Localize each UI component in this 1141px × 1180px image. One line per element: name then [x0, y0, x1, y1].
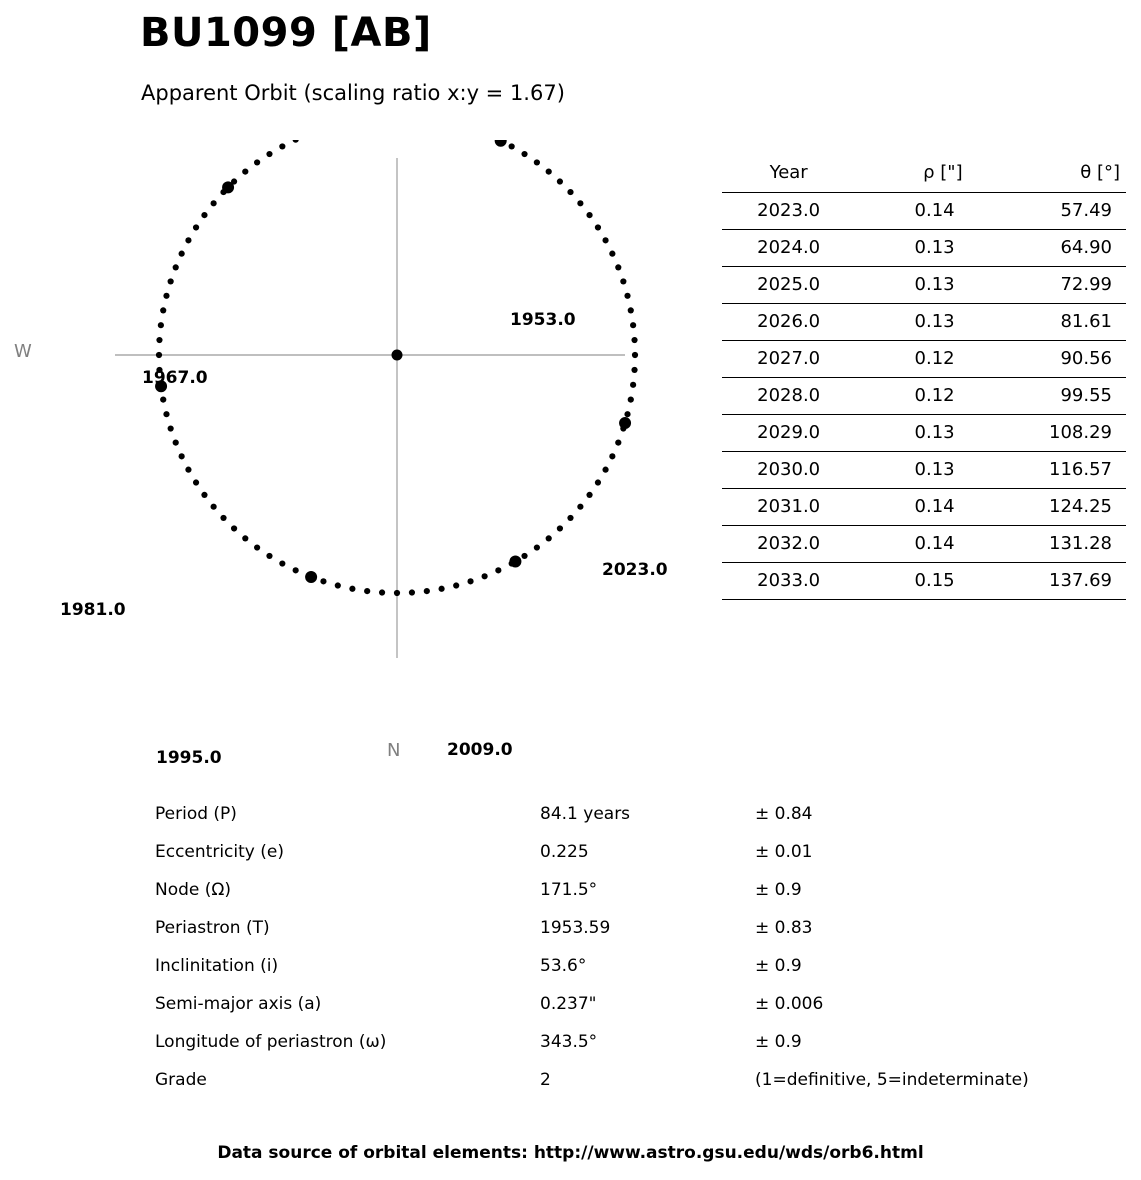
table-cell-year: 2029.0: [722, 415, 855, 452]
orbit-dot: [609, 251, 615, 257]
epoch-marker-2009-0: [509, 555, 521, 567]
element-name: Periastron (T): [155, 918, 270, 938]
table-cell-rho: 0.14: [855, 193, 988, 230]
orbit-dot: [266, 553, 272, 559]
table-cell-rho: 0.12: [855, 341, 988, 378]
orbit-dot: [231, 525, 237, 531]
orbit-dot: [602, 237, 608, 243]
table-cell-theta: 64.90: [989, 230, 1126, 267]
orbit-dot: [509, 143, 515, 149]
table-cell-rho: 0.13: [855, 230, 988, 267]
table-cell-year: 2024.0: [722, 230, 855, 267]
orbit-dot: [349, 586, 355, 592]
orbit-dot: [158, 322, 164, 328]
orbit-dot: [160, 397, 166, 403]
orbit-dot: [173, 440, 179, 446]
orbital-element-row: [155, 871, 1095, 909]
table-row: [722, 341, 1126, 378]
table-cell-theta: 131.28: [989, 526, 1126, 563]
orbit-dot: [335, 582, 341, 588]
epoch-markers: [155, 140, 631, 583]
element-name: Eccentricity (e): [155, 842, 284, 862]
table-cell-rho: 0.13: [855, 267, 988, 304]
table-cell-year: 2031.0: [722, 489, 855, 526]
element-name: Inclinitation (i): [155, 956, 279, 976]
table-cell-rho: 0.13: [855, 452, 988, 489]
element-value: 53.6°: [540, 956, 587, 976]
orbit-dot: [586, 492, 592, 498]
table-row: [722, 415, 1126, 452]
table-cell-theta: 99.55: [989, 378, 1126, 415]
table-cell-rho: 0.14: [855, 489, 988, 526]
table-cell-year: 2025.0: [722, 267, 855, 304]
orbit-dot: [620, 278, 626, 284]
orbital-element-row: [155, 1023, 1095, 1061]
table-row: [722, 378, 1126, 415]
orbit-dot: [630, 382, 636, 388]
table-cell-year: 2032.0: [722, 526, 855, 563]
orbit-dot: [628, 307, 634, 313]
orbit-dot: [586, 212, 592, 218]
table-cell-rho: 0.13: [855, 304, 988, 341]
table-cell-year: 2028.0: [722, 378, 855, 415]
orbit-dot: [630, 322, 636, 328]
table-row: [722, 489, 1126, 526]
element-name: Node (Ω): [155, 880, 232, 900]
table-cell-theta: 81.61: [989, 304, 1126, 341]
orbit-dot: [211, 200, 217, 206]
orbital-element-row: [155, 985, 1095, 1023]
orbit-dot: [394, 590, 400, 596]
orbit-dot: [201, 212, 207, 218]
element-name: Longitude of periastron (ω): [155, 1032, 387, 1052]
epoch-label-1981: 1981.0: [60, 600, 126, 620]
orbit-dot: [534, 544, 540, 550]
element-uncertainty: ± 0.83: [755, 918, 813, 938]
epoch-marker-1953-0: [495, 140, 507, 147]
epoch-label-2009: 2009.0: [447, 740, 513, 760]
orbit-svg: [60, 140, 720, 790]
orbit-dot: [624, 411, 630, 417]
orbital-element-row: [155, 795, 1095, 833]
table-cell-rho: 0.12: [855, 378, 988, 415]
axis-label-north: N: [387, 740, 401, 761]
orbit-dot: [293, 140, 299, 143]
epoch-marker-1967-0: [222, 181, 234, 193]
element-value: 1953.59: [540, 918, 611, 938]
orbit-dot: [364, 588, 370, 594]
orbit-dot: [609, 453, 615, 459]
orbit-dot: [546, 535, 552, 541]
table-row: [722, 452, 1126, 489]
epoch-marker-1995-0: [305, 571, 317, 583]
element-value: 343.5°: [540, 1032, 598, 1052]
table-header-row: [722, 158, 1126, 193]
table-cell-theta: 137.69: [989, 563, 1126, 600]
orbit-dot: [595, 479, 601, 485]
table-cell-year: 2027.0: [722, 341, 855, 378]
epoch-marker-2023-0: [619, 417, 631, 429]
orbital-element-row: [155, 833, 1095, 871]
orbit-dot: [220, 515, 226, 521]
table-cell-rho: 0.15: [855, 563, 988, 600]
table-cell-theta: 108.29: [989, 415, 1126, 452]
table-cell-theta: 57.49: [989, 193, 1126, 230]
orbit-dot: [293, 567, 299, 573]
page-subtitle: Apparent Orbit (scaling ratio x:y = 1.67): [141, 81, 565, 105]
orbit-dot: [577, 200, 583, 206]
orbit-dot: [628, 397, 634, 403]
orbit-dot: [156, 337, 162, 343]
element-uncertainty: ± 0.9: [755, 1032, 802, 1052]
orbit-dot: [602, 467, 608, 473]
element-uncertainty: ± 0.84: [755, 804, 813, 824]
orbit-dot: [631, 337, 637, 343]
orbit-dot: [557, 525, 563, 531]
element-value: 0.225: [540, 842, 589, 862]
epoch-label-1967: 1967.0: [142, 368, 208, 388]
orbital-element-row: [155, 909, 1095, 947]
table-row: [722, 230, 1126, 267]
element-name: Period (P): [155, 804, 237, 824]
column-header-year: Year: [722, 158, 855, 193]
orbit-dot: [185, 237, 191, 243]
orbit-dot: [179, 453, 185, 459]
orbit-dot: [595, 224, 601, 230]
orbit-dot: [193, 479, 199, 485]
element-uncertainty: ± 0.01: [755, 842, 813, 862]
element-uncertainty: (1=definitive, 5=indeterminate): [755, 1070, 1029, 1090]
ephemeris-table: [722, 158, 1126, 600]
column-header-rho: ρ ["]: [855, 158, 988, 193]
table-row: [722, 526, 1126, 563]
element-name: Semi-major axis (a): [155, 994, 322, 1014]
orbit-dot: [379, 589, 385, 595]
table-cell-rho: 0.14: [855, 526, 988, 563]
table-cell-year: 2033.0: [722, 563, 855, 600]
orbit-dot: [439, 586, 445, 592]
orbit-dot: [254, 544, 260, 550]
orbit-dot: [173, 264, 179, 270]
orbit-dot: [193, 224, 199, 230]
epoch-label-1953: 1953.0: [510, 310, 576, 330]
axis-label-west: W: [14, 341, 32, 362]
table-cell-year: 2030.0: [722, 452, 855, 489]
orbital-element-row: [155, 1061, 1095, 1099]
orbit-dot: [168, 425, 174, 431]
orbit-dot: [534, 159, 540, 165]
orbit-dot: [242, 535, 248, 541]
orbit-dot: [254, 159, 260, 165]
orbit-dot: [467, 578, 473, 584]
orbit-dot: [242, 169, 248, 175]
orbit-dot: [160, 307, 166, 313]
orbit-dot: [156, 352, 162, 358]
table-cell-year: 2023.0: [722, 193, 855, 230]
table-row: [722, 193, 1126, 230]
orbit-dot: [495, 567, 501, 573]
orbit-dot: [567, 515, 573, 521]
orbit-dot: [615, 440, 621, 446]
orbit-dot: [631, 367, 637, 373]
orbit-dot: [632, 352, 638, 358]
element-value: 0.237": [540, 994, 597, 1014]
table-row: [722, 304, 1126, 341]
orbit-dot: [453, 582, 459, 588]
orbit-dot: [201, 492, 207, 498]
orbit-dot: [185, 467, 191, 473]
table-cell-theta: 72.99: [989, 267, 1126, 304]
table-cell-theta: 90.56: [989, 341, 1126, 378]
orbit-dot: [624, 293, 630, 299]
orbit-dot: [409, 589, 415, 595]
orbit-dot: [521, 151, 527, 157]
orbital-element-row: [155, 947, 1095, 985]
orbit-dot: [211, 504, 217, 510]
orbit-dot: [163, 411, 169, 417]
orbit-dot: [279, 560, 285, 566]
orbit-dot: [615, 264, 621, 270]
orbit-dot: [168, 278, 174, 284]
element-uncertainty: ± 0.006: [755, 994, 824, 1014]
orbit-dot: [279, 143, 285, 149]
orbit-dot: [179, 251, 185, 257]
table-cell-theta: 116.57: [989, 452, 1126, 489]
page-title: BU1099 [AB]: [140, 10, 432, 56]
table-cell-year: 2026.0: [722, 304, 855, 341]
orbit-dot: [482, 573, 488, 579]
data-source-footer: Data source of orbital elements: http://www.astro.gsu.edu/wds/orb6.html: [217, 1143, 924, 1163]
apparent-orbit-chart: [14, 140, 720, 790]
table-cell-theta: 124.25: [989, 489, 1126, 526]
orbit-dot: [546, 169, 552, 175]
orbit-dot: [320, 578, 326, 584]
table-row: [722, 563, 1126, 600]
column-header-theta: θ [°]: [989, 158, 1126, 193]
primary-star-marker: [392, 350, 403, 361]
table-row: [722, 267, 1126, 304]
orbit-dot: [266, 151, 272, 157]
orbit-dot: [424, 588, 430, 594]
element-name: Grade: [155, 1070, 207, 1090]
orbit-dot: [521, 553, 527, 559]
element-value: 2: [540, 1070, 551, 1090]
orbital-elements-list: [155, 795, 1095, 1099]
epoch-label-2023: 2023.0: [602, 560, 668, 580]
orbit-dot: [577, 504, 583, 510]
orbit-dot: [567, 189, 573, 195]
epoch-label-1995: 1995.0: [156, 748, 222, 768]
orbit-dot: [557, 178, 563, 184]
element-uncertainty: ± 0.9: [755, 880, 802, 900]
orbit-dot: [163, 293, 169, 299]
element-value: 84.1 years: [540, 804, 631, 824]
table-cell-rho: 0.13: [855, 415, 988, 452]
element-uncertainty: ± 0.9: [755, 956, 802, 976]
element-value: 171.5°: [540, 880, 598, 900]
